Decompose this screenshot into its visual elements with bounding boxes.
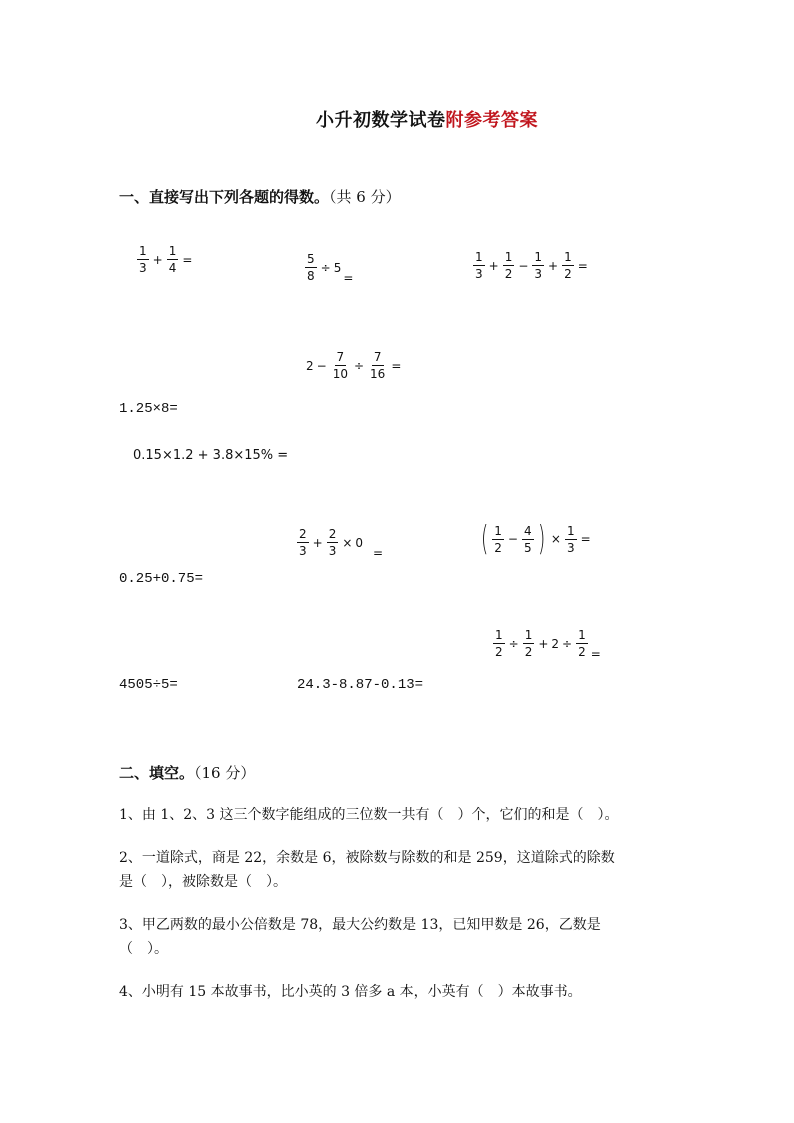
problem-3: $\frac{1}{3}$ + $\frac{1}{2}$ − $\frac{1}{3}$ + $\frac{1}{2}$ = [475,250,588,281]
fraction: $\frac{5}{8}$ [307,252,315,283]
section2-points: （16 分） [194,764,256,782]
section1-title: 一、直接写出下列各题的得数。 [119,188,330,206]
fraction: $\frac{2}{3}$ [328,527,337,558]
fraction: $\frac{1}{2}$ [524,628,533,659]
problem-6: 0.15×1.2 + 3.8×15% = [133,448,289,463]
problem-1: $\frac{1}{3}$ + $\frac{1}{4}$ = [139,244,193,275]
title-answer-note: 附参考答案 [445,110,538,131]
fraction: $\frac{7}{16}$ [370,350,386,381]
title-main: 小升初数学试卷 [316,110,446,131]
fraction: $\frac{1}{2}$ [494,523,502,555]
question-3-line-2: （ ）。 [119,941,168,957]
problem-10: $\frac{1}{2}$ ÷ $\frac{1}{2}$ + 2 ÷ $\frac{1}{2}$ = [495,628,601,661]
section1-heading [119,186,401,207]
fraction: $\frac{1}{2}$ [504,250,513,281]
section1-points: （共 6 分） [329,188,401,206]
fraction: $\frac{1}{4}$ [168,244,177,275]
problem-12: 24.3-8.87-0.13= [297,677,424,693]
question-1: 1、由 1、2、3 这三个数字能组成的三位数一共有（ ）个，它们的和是（ ）。 [119,807,619,823]
fraction: $\frac{1}{2}$ [564,250,572,281]
fraction: $\frac{1}{3}$ [475,250,483,281]
problem-5: 1.25×8= [119,401,178,417]
question-2-line-2: 是（ ），被除数是（ ）。 [119,874,287,890]
left-paren: ( [480,519,489,559]
question-3-line-1: 3、甲乙两数的最小公倍数是 78，最大公约数是 13，已知甲数是 26，乙数是 [119,917,601,933]
problem-9: 0.25+0.75= [119,571,204,587]
problem-11: 4505÷5= [119,677,178,693]
fraction: $\frac{7}{10}$ [332,350,348,381]
problem-7: $\frac{2}{3}$ + $\frac{2}{3}$ × 0 = [299,527,384,560]
section2-heading [119,762,255,783]
fraction: $\frac{1}{2}$ [495,628,503,659]
problem-4: 2 − $\frac{7}{10}$ ÷ $\frac{7}{16}$ = [306,350,402,381]
fraction: $\frac{2}{3}$ [299,527,307,558]
problem-8: ( $\frac{1}{2}$ − $\frac{4}{5}$ ) × $\frac{1}{3}$ = [480,519,591,559]
problem-2: $\frac{5}{8}$ ÷ 5 = [307,252,354,285]
fraction: $\frac{1}{3}$ [534,250,543,281]
page-title [316,106,538,132]
fraction: $\frac{1}{3}$ [566,523,575,555]
question-4: 4、小明有 15 本故事书，比小英的 3 倍多 a 本，小英有（ ）本故事书。 [119,984,582,1000]
fraction: $\frac{4}{5}$ [523,523,532,555]
section2-title: 二、填空。 [119,764,195,782]
fraction: $\frac{1}{2}$ [578,628,586,659]
fraction: $\frac{1}{3}$ [139,244,147,275]
question-2-line-1: 2、一道除式，商是 22，余数是 6，被除数与除数的和是 259，这道除式的除数 [119,850,615,866]
right-paren: ) [537,519,545,559]
